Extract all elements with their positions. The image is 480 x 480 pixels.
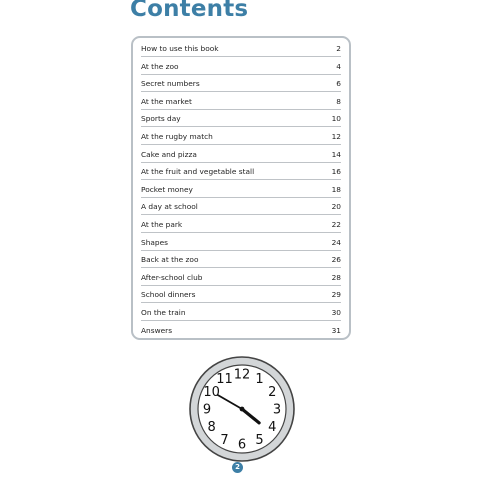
clock-numeral: 3 — [272, 402, 282, 418]
clock-numeral: 9 — [202, 402, 212, 418]
clock-numeral: 1 — [255, 372, 264, 388]
clock-numeral: 6 — [237, 437, 247, 453]
toc-entry — [141, 75, 341, 92]
toc-entry — [141, 40, 341, 57]
toc-entry-title: Back at the zoo — [141, 255, 199, 265]
toc-entry-page: 30 — [331, 308, 341, 317]
toc-entry-page: 18 — [331, 184, 341, 194]
toc-entry-title: At the rugby match — [141, 132, 213, 141]
toc-entry-page: 28 — [331, 272, 341, 282]
toc-entry — [141, 93, 341, 110]
toc-entry-title: At the zoo — [141, 61, 179, 71]
toc-entry-title: How to use this book — [141, 44, 219, 53]
clock-numeral: 8 — [207, 420, 216, 435]
toc-entry — [141, 304, 341, 321]
toc-entry — [141, 58, 341, 75]
toc-entry-page: 26 — [331, 255, 341, 265]
toc-entry-page: 24 — [331, 237, 341, 247]
toc-entry — [141, 322, 341, 338]
toc-entry-title: After-school club — [141, 272, 203, 282]
page-number-badge: 2 — [232, 462, 243, 473]
toc-entry-title: On the train — [141, 308, 186, 317]
toc-entry — [141, 163, 341, 180]
page-title: Contents — [130, 0, 249, 22]
toc-entry-page: 29 — [331, 290, 341, 300]
toc-entry-page: 16 — [331, 167, 341, 177]
toc-entry-title: Answers — [141, 325, 173, 335]
toc-entry — [141, 269, 341, 286]
toc-entry-title: Cake and pizza — [141, 149, 197, 159]
toc-entry — [141, 286, 341, 303]
toc-entry-page: 31 — [331, 325, 341, 335]
toc-entry-title: At the market — [141, 96, 192, 106]
toc-entry — [141, 216, 341, 233]
toc-entry-title: School dinners — [141, 290, 196, 300]
toc-entry-page: 10 — [331, 114, 341, 124]
toc-entry-page: 14 — [331, 149, 341, 159]
clock-numeral: 2 — [268, 385, 277, 400]
toc-entry-title: A day at school — [141, 202, 198, 212]
toc-entry-page: 6 — [336, 79, 341, 89]
toc-entry-title: Secret numbers — [141, 79, 200, 89]
clock-numeral: 7 — [220, 432, 229, 448]
contents-table — [131, 36, 351, 340]
clock-numeral: 5 — [255, 432, 264, 448]
toc-entry — [141, 251, 341, 268]
clock-numeral: 11 — [216, 372, 233, 388]
toc-entry-page: 22 — [331, 220, 341, 229]
clock-numeral: 10 — [203, 385, 220, 400]
toc-entry — [141, 110, 341, 127]
toc-entry — [141, 181, 341, 198]
toc-entry-page: 12 — [331, 132, 341, 141]
toc-entry-page: 2 — [336, 44, 341, 53]
clock-numeral: 4 — [268, 420, 277, 435]
toc-entry-page: 4 — [336, 61, 341, 71]
toc-entry-page: 8 — [336, 96, 341, 106]
clock-illustration — [188, 355, 296, 463]
toc-entry — [141, 146, 341, 163]
toc-entry — [141, 128, 341, 145]
toc-entry-page: 20 — [331, 202, 341, 212]
toc-entry-title: Shapes — [141, 237, 168, 247]
clock-center-pin — [240, 407, 245, 412]
toc-entry — [141, 234, 341, 251]
toc-entry-title: Sports day — [141, 114, 181, 124]
toc-entry — [141, 198, 341, 215]
toc-entry-title: Pocket money — [141, 184, 193, 194]
toc-entry-title: At the park — [141, 220, 183, 229]
toc-entry-title: At the fruit and vegetable stall — [141, 167, 255, 177]
clock-numeral: 12 — [233, 367, 251, 383]
